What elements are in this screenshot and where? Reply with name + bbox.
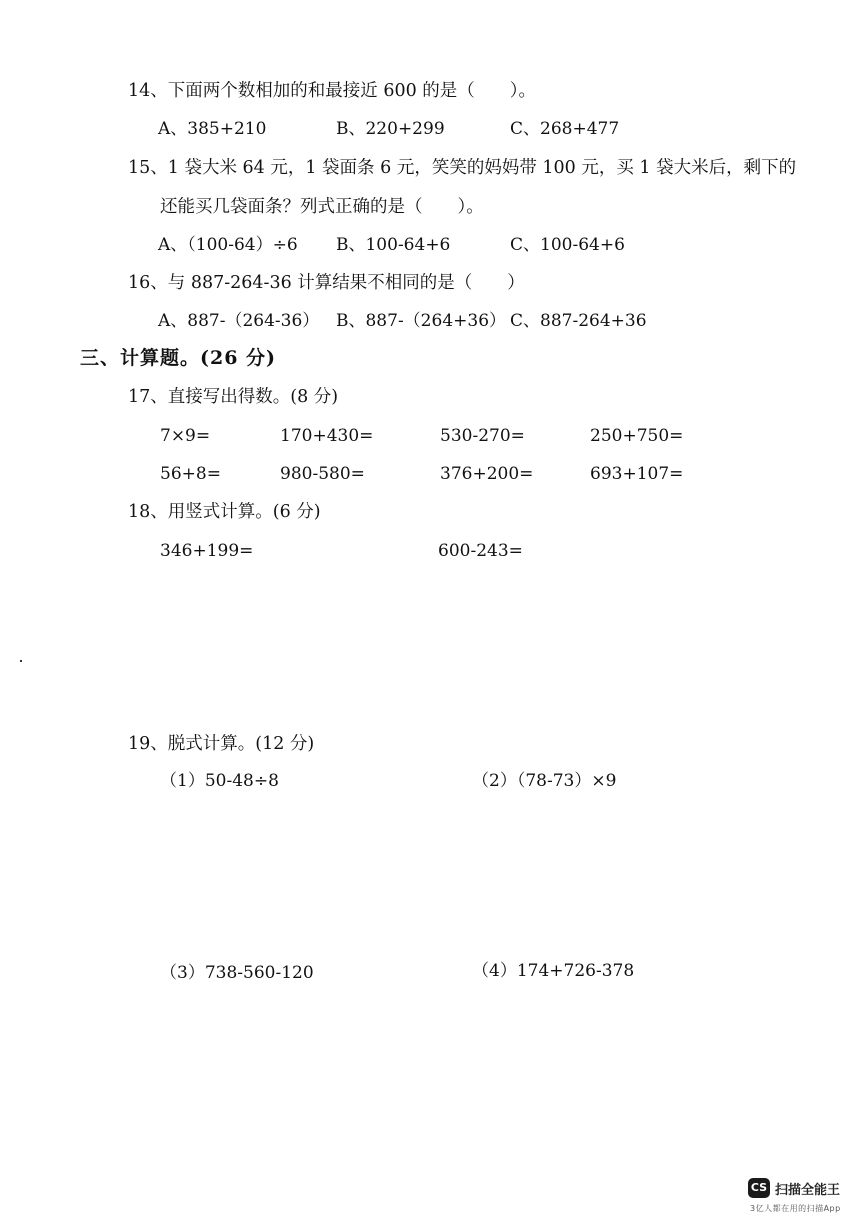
q18-stem: 18、用竖式计算。(6 分) bbox=[128, 502, 321, 522]
q19-item: （1）50-48÷8 bbox=[160, 771, 279, 791]
q19-item: （2）（78-73）×9 bbox=[472, 771, 617, 791]
camscanner-logo-icon: CS bbox=[748, 1178, 770, 1198]
q16-option-b: B、887-（264+36） bbox=[336, 311, 507, 331]
q14-stem: 14、下面两个数相加的和最接近 600 的是（ ）。 bbox=[128, 81, 537, 101]
q17-item: 56+8= bbox=[160, 464, 221, 484]
scan-speck bbox=[20, 660, 22, 662]
q14-option-a: A、385+210 bbox=[158, 119, 267, 139]
q18-item: 346+199= bbox=[160, 541, 254, 561]
scanner-watermark bbox=[748, 1178, 860, 1222]
q19-item: （3）738-560-120 bbox=[160, 963, 314, 983]
q15-option-a: A、（100-64）÷6 bbox=[158, 235, 298, 255]
section-3-heading: 三、计算题。(26 分) bbox=[80, 347, 277, 369]
q17-item: 693+107= bbox=[590, 464, 684, 484]
q17-item: 170+430= bbox=[280, 426, 374, 446]
q17-item: 7×9= bbox=[160, 426, 211, 446]
q15-stem-line1: 15、1 袋大米 64 元，1 袋面条 6 元，笑笑的妈妈带 100 元，买 1 袋大米后，剩下的 bbox=[128, 158, 797, 178]
q15-option-c: C、100-64+6 bbox=[510, 235, 625, 255]
q16-stem: 16、与 887-264-36 计算结果不相同的是（ ） bbox=[128, 273, 525, 293]
q14-option-c: C、268+477 bbox=[510, 119, 620, 139]
q15-stem-line2: 还能买几袋面条？列式正确的是（ ）。 bbox=[160, 197, 484, 217]
q17-stem: 17、直接写出得数。(8 分) bbox=[128, 387, 339, 407]
q17-item: 530-270= bbox=[440, 426, 525, 446]
q15-option-b: B、100-64+6 bbox=[336, 235, 451, 255]
q17-item: 250+750= bbox=[590, 426, 684, 446]
watermark-app-name: 扫描全能王 bbox=[775, 1183, 841, 1198]
q16-option-c: C、887-264+36 bbox=[510, 311, 647, 331]
q16-option-a: A、887-（264-36） bbox=[158, 311, 320, 331]
q18-item: 600-243= bbox=[438, 541, 523, 561]
watermark-tagline: 3亿人都在用的扫描App bbox=[750, 1204, 841, 1213]
q19-item: （4）174+726-378 bbox=[472, 961, 635, 981]
q14-option-b: B、220+299 bbox=[336, 119, 445, 139]
q17-item: 980-580= bbox=[280, 464, 365, 484]
q17-item: 376+200= bbox=[440, 464, 534, 484]
q19-stem: 19、脱式计算。(12 分) bbox=[128, 734, 315, 754]
